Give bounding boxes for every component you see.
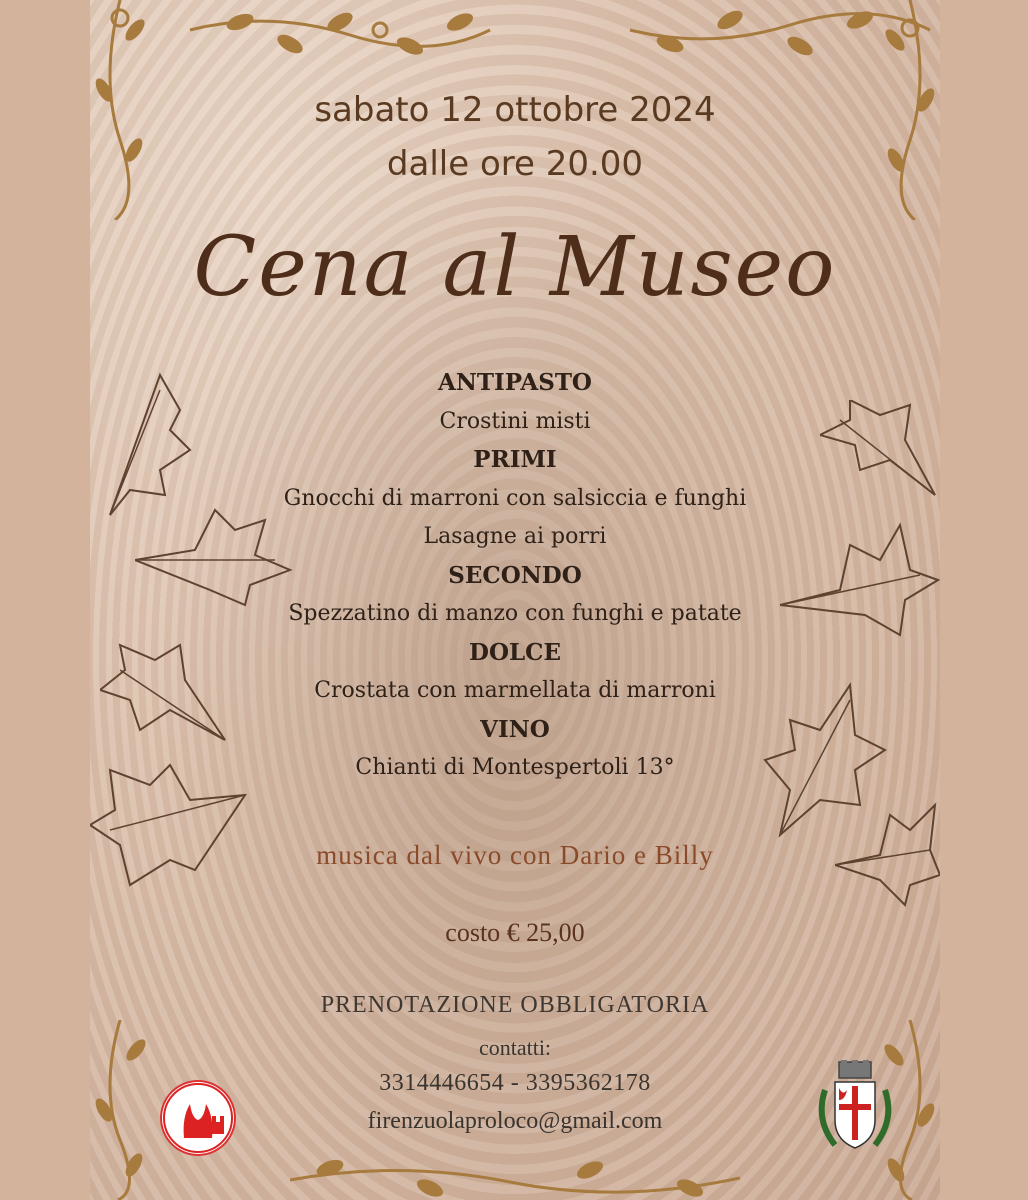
side-margin-left	[0, 0, 90, 1200]
live-music-line: musica dal vivo con Dario e Billy	[316, 840, 714, 870]
event-title: Cena al Museo	[193, 220, 837, 315]
event-poster	[90, 0, 940, 1200]
contacts-label: contatti:	[478, 1035, 552, 1060]
menu-item: Crostata con marmellata di marroni	[314, 678, 716, 703]
floral-border-top-left-icon	[180, 0, 500, 70]
menu-heading-antipasto: ANTIPASTO	[438, 369, 592, 396]
event-date: sabato 12 ottobre 2024	[314, 90, 716, 130]
menu-heading-vino: VINO	[480, 715, 550, 743]
floral-border-bottom-icon	[290, 1150, 740, 1200]
menu-item: Spezzatino di manzo con funghi e patate	[288, 601, 742, 626]
menu-heading-secondo: SECONDO	[448, 561, 582, 589]
menu-heading-dolce: DOLCE	[469, 638, 561, 666]
pro-loco-lily-logo-icon	[162, 1082, 234, 1154]
menu-heading-primi: PRIMI	[473, 446, 557, 473]
side-margin-right	[940, 0, 1028, 1200]
phone-numbers: 3314446654 - 3395362178	[379, 1070, 651, 1096]
menu-list	[90, 364, 940, 788]
menu-item: Gnocchi di marroni con salsiccia e funghi	[283, 485, 747, 511]
price-line: costo € 25,00	[445, 918, 585, 947]
menu-item: Chianti di Montespertoli 13°	[355, 755, 675, 780]
event-time: dalle ore 20.00	[386, 144, 644, 184]
menu-item: Lasagne ai porri	[423, 524, 607, 549]
menu-item: Crostini misti	[439, 408, 591, 434]
booking-notice: PRENOTAZIONE OBBLIGATORIA	[320, 992, 710, 1018]
email-address: firenzuolaproloco@gmail.com	[367, 1108, 663, 1134]
municipal-coat-of-arms-icon	[815, 1060, 895, 1158]
